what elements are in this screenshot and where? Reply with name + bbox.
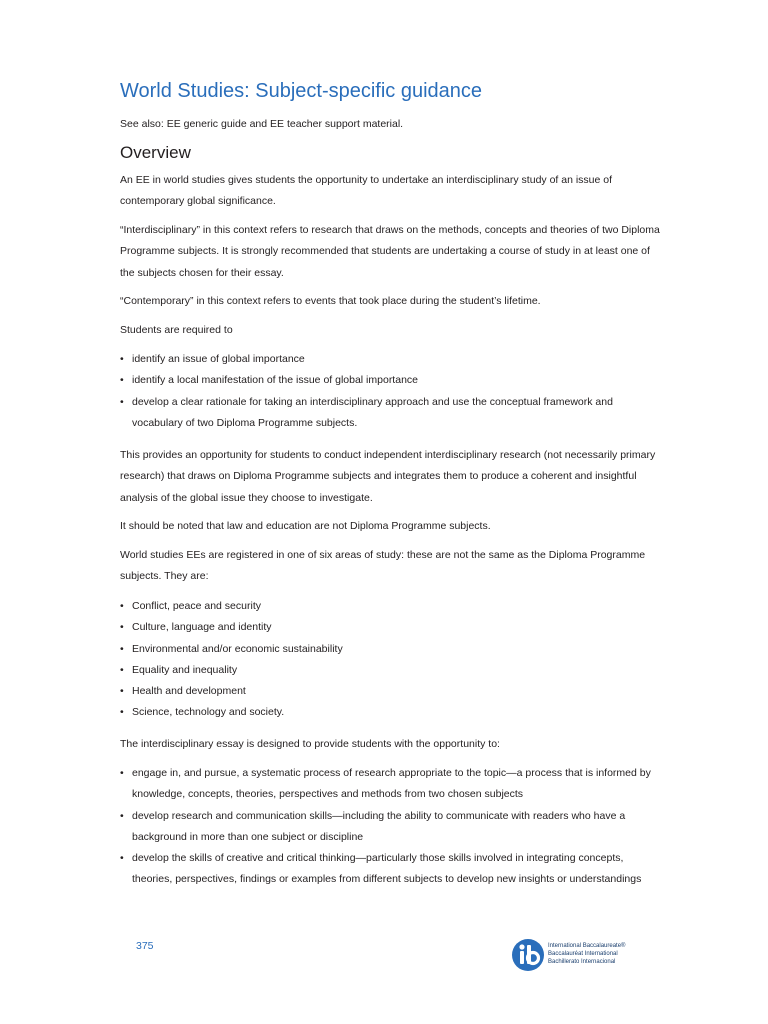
list-item: • identify a local manifestation of the issue of global importance [120, 370, 660, 391]
list-item: • identify an issue of global importance [120, 349, 660, 370]
ib-logo [511, 938, 651, 978]
list-item: • Science, technology and society. [120, 702, 660, 723]
see-also-note: See also: EE generic guide and EE teacher support material. [120, 118, 404, 130]
overview-heading: Overview [120, 143, 191, 162]
requirements-list [120, 349, 660, 434]
list-item: • develop research and communication skills—including the ability to communicate with readers who have a background in more than one subject or discipline [120, 806, 660, 849]
list-item: • develop the skills of creative and critical thinking—particularly those skills involved in integrating concepts, theories, perspectives, findings or examples from different subjects to develop new insights or understandings [120, 848, 660, 891]
list-item: • Conflict, peace and security [120, 596, 660, 617]
list-item: • engage in, and pursue, a systematic process of research appropriate to the topic—a process that is informed by knowledge, concepts, theories, perspectives and methods from two chosen subjects [120, 763, 660, 806]
list-item: • Environmental and/or economic sustainability [120, 639, 660, 660]
list-item: • develop a clear rationale for taking an interdisciplinary approach and use the conceptual framework and vocabulary of two Diploma Programme subjects. [120, 392, 660, 435]
paragraph-essay-purpose: The interdisciplinary essay is designed to provide students with the opportunity to: [120, 738, 500, 750]
logo-line-es: Bachillerato Internacional [548, 959, 616, 965]
paragraph-areas-intro: World studies EEs are registered in one of six areas of study: these are not the same as the Diploma Programme subjects. They are: [120, 549, 646, 583]
paragraph-intro: An EE in world studies gives students the opportunity to undertake an interdisciplinary study of an issue of contemporary global significance. [120, 174, 613, 208]
list-item: • Equality and inequality [120, 660, 660, 681]
paragraph-interdisciplinary: “Interdisciplinary” in this context refers to research that draws on the methods, concepts and theories of two Diploma Programme subjects. It is strongly recommended that students are undertaking a course of study in at least one of the subjects chosen for their essay. [120, 224, 660, 279]
paragraph-opportunity: This provides an opportunity for students to conduct independent interdisciplinary research (not necessarily primary research) that draws on Diploma Programme subjects and integrates them to produce a coherent and insightful analysis of the global issue they choose to investigate. [120, 449, 656, 504]
page-number: 375 [136, 940, 154, 952]
paragraph-law-education: It should be noted that law and education are not Diploma Programme subjects. [120, 520, 491, 532]
areas-of-study-list [120, 596, 660, 724]
paragraph-requirements-intro: Students are required to [120, 324, 233, 336]
list-item: • Health and development [120, 681, 660, 702]
logo-line-fr: Baccalauréat International [548, 951, 618, 957]
ib-logo-wordmark [548, 942, 625, 966]
ib-logo-icon [511, 938, 545, 972]
list-item: • Culture, language and identity [120, 617, 660, 638]
opportunities-list [120, 763, 660, 891]
page-title: World Studies: Subject-specific guidance [120, 80, 483, 102]
paragraph-contemporary: “Contemporary” in this context refers to events that took place during the student’s lifetime. [120, 295, 541, 307]
logo-line-en: International Baccalaureate® [548, 943, 626, 949]
